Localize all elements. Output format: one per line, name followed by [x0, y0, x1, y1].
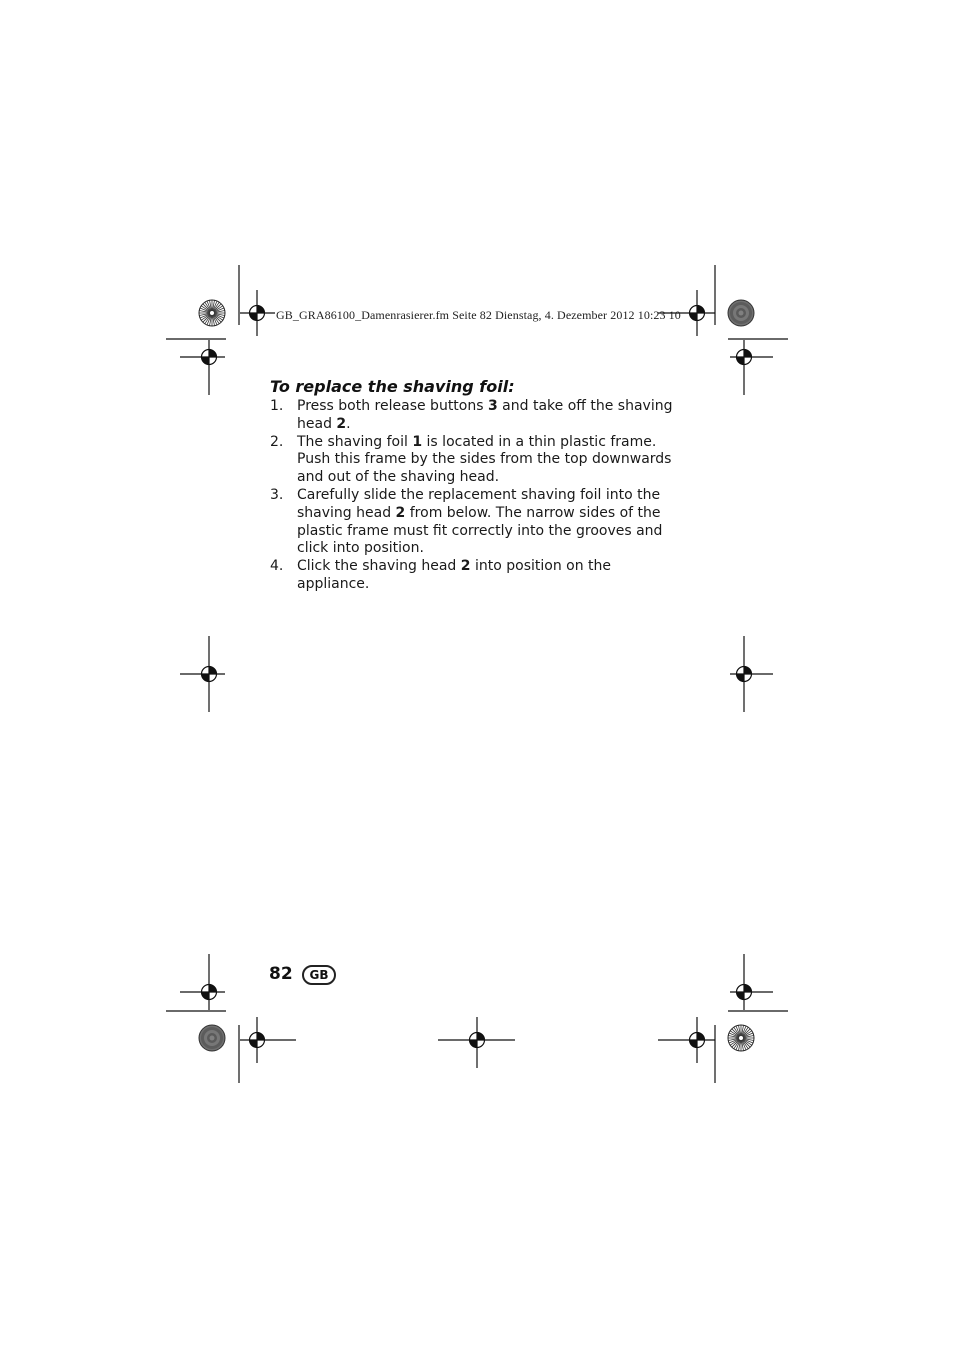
step-3	[270, 487, 680, 558]
part-reference-number: 1	[412, 433, 423, 450]
step-4	[270, 558, 680, 594]
instruction-steps	[270, 398, 680, 594]
part-reference-number: 3	[487, 398, 498, 414]
step-text: The shaving foil	[297, 433, 413, 450]
part-reference-number: 2	[460, 558, 471, 575]
step-text: Press both release buttons	[297, 398, 488, 414]
step-text: and take off the shaving head	[297, 398, 673, 432]
language-badge: GB	[302, 965, 336, 985]
page-number: 82	[269, 964, 293, 984]
step-1	[270, 398, 680, 434]
step-number: 3.	[270, 486, 284, 503]
part-reference-number: 2	[336, 415, 347, 432]
part-reference-number: 2	[395, 504, 406, 521]
print-header-file-info: GB_GRA86100_Damenrasierer.fm Seite 82 Dienstag, 4. Dezember 2012 10:23 10	[276, 308, 681, 322]
step-text: Carefully slide the replacement shaving foil into the shaving head	[297, 486, 661, 521]
step-number: 1.	[270, 398, 284, 414]
step-text: Click the shaving head	[297, 558, 461, 575]
section-heading: To replace the shaving foil:	[270, 377, 515, 396]
step-text: .	[346, 415, 351, 432]
step-number: 2.	[270, 433, 284, 450]
step-2	[270, 434, 680, 487]
step-text: into position on the appliance.	[297, 558, 612, 592]
step-text: from below. The narrow sides of the plastic frame must fit correctly into the grooves and click into position.	[297, 504, 663, 557]
step-number: 4.	[270, 558, 284, 575]
step-text: is located in a thin plastic frame. Push this frame by the sides from the top downwards and out of the shaving head.	[297, 433, 672, 486]
